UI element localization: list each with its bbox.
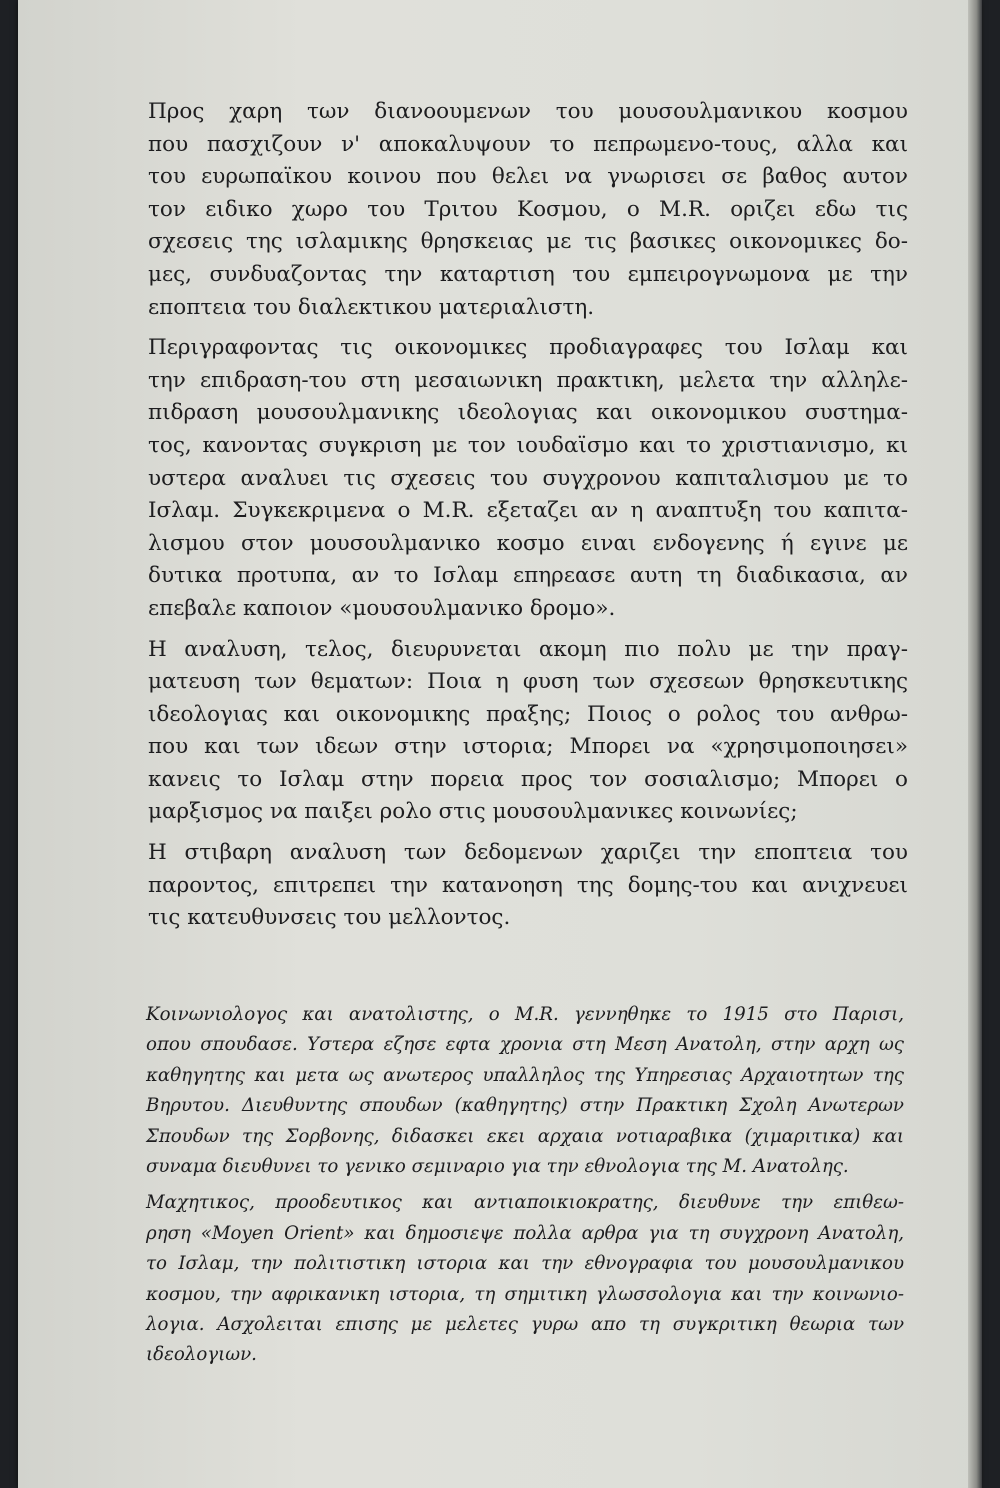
text-line: τις κατευθυνσεις του μελλοντος. [148,905,511,931]
text-line: Ισλαμ. Συγκεκριμενα ο M.R. εξεταζει αν η αναπτυξη του καπιτα- [148,498,908,524]
blurb-paragraph [130,634,908,830]
text-line: Περιγραφοντας τις οικονομικες προδιαγραφες του Ισλαμ και [148,335,908,361]
text-line: κανεις το Ισλαμ στην πορεια προς τον σοσιαλισμο; Μπορει ο [148,766,908,792]
blurb-paragraph [130,332,908,625]
text-line: εποπτεια του διαλεκτικου ματεριαλιστη. [148,294,595,320]
text-line: τον ειδικο χωρο του Τριτου Κοσμου, ο M.R. οριζει εδω τις [148,196,908,222]
text-line: του ευρωπαϊκου κοινου που θελει να γνωρισει σε βαθος αυτον [148,164,908,190]
text-line: Προς χαρη των διανοουμενων του μουσουλμανικου κοσμου [148,99,908,124]
text-line: μες, συνδυαζοντας την καταρτιση του εμπειρογνωμονα με την [148,261,908,287]
book-blurb [130,96,908,943]
blurb-paragraph [130,96,908,324]
text-line: λισμου στον μουσουλμανικο κοσμο ειναι ενδογενης ή εγινε με [148,530,908,556]
text-line: που πασχιζουν ν' αποκαλυψουν το πεπρωμενο-τους, αλλα και [148,131,908,157]
text-line: καθηγητης και μετα ως ανωτερος υπαλληλος της Υπηρεσιας Αρχαιοτητων της [146,1064,904,1086]
text-line: σχεσεις της ισλαμικης θρησκειας με τις βασικες οικονομικες δο- [148,229,908,255]
text-line: την επιδραση-του στη μεσαιωνικη πρακτικη, μελετα την αλληλε- [148,367,908,393]
bio-paragraph [128,1000,904,1182]
text-line: το Ισλαμ, την πολιτιστικη ιστορια και την εθνογραφια του μουσουλμανικου [146,1253,904,1275]
text-line: ρηση «Moyen Orient» και δημοσιεψε πολλα αρθρα για τη συγχρονη Ανατολη, [146,1222,904,1244]
text-line: Βηρυτου. Διευθυντης σπουδων (καθηγητης) στην Πρακτικη Σχολη Ανωτερων [146,1095,904,1117]
text-line: επεβαλε καποιον «μουσουλμανικο δρομο». [148,595,616,621]
blurb-paragraph [130,837,908,935]
text-line: κοσμου, την αφρικανικη ιστορια, τη σημιτικη γλωσσολογια και την κοινωνιο- [146,1283,904,1305]
text-line: ματευση των θεματων: Ποια η φυση των σχεσεων θρησκευτικης [148,669,908,695]
text-line: Σπουδων της Σορβονης, διδασκει εκει αρχαια νοτιαραβικα (χιμαριτικα) και [146,1125,904,1147]
text-line: οπου σπουδασε. Υστερα εζησε εφτα χρονια στη Μεση Ανατολη, στην αρχη ως [146,1034,904,1056]
text-line: πιδραση μουσουλμανικης ιδεολογιας και οικονομικου συστημα- [148,400,908,426]
text-line: Η αναλυση, τελος, διευρυνεται ακομη πιο πολυ με την πραγ- [148,636,908,662]
text-line: που και των ιδεων στην ιστορια; Μπορει να «χρησιμοποιησει» [148,734,908,760]
text-line: Κοινωνιολογος και ανατολιστης, ο M.R. γεννηθηκε το 1915 στο Παρισι, [146,1004,904,1025]
text-line: ιδεολογιων. [146,1344,257,1366]
bio-paragraph [128,1188,904,1370]
text-line: ιδεολογιας και οικονομικης πραξης; Ποιος ο ρολος του ανθρω- [148,701,908,727]
text-line: Μαχητικος, προοδευτικος και αντιαποικιοκρατης, διευθυνε την επιθεω- [146,1192,904,1214]
text-line: παροντος, επιτρεπει την κατανοηση της δομης-του και ανιχνευει [148,872,908,898]
author-bio [128,1000,904,1377]
text-line: συναμα διευθυνει το γενικο σεμιναριο για την εθνολογια της Μ. Ανατολης. [146,1156,849,1178]
text-line: Η στιβαρη αναλυση των δεδομενων χαριζει την εποπτεια του [148,840,908,866]
page-edge [968,0,982,1488]
text-line: υστερα αναλυει τις σχεσεις του συγχρονου καπιταλισμου με το [148,465,908,491]
text-line: λογια. Ασχολειται επισης με μελετες γυρω απο τη συγκριτικη θεωρια των [146,1314,904,1336]
text-line: δυτικα προτυπα, αν το Ισλαμ επηρεασε αυτη τη διαδικασια, αν [148,563,908,589]
text-line: τος, κανοντας συγκριση με τον ιουδαϊσμο και το χριστιανισμο, κι [148,432,908,458]
text-line: μαρξισμος να παιξει ρολο στις μουσουλμανικες κοινωνίες; [148,799,798,825]
